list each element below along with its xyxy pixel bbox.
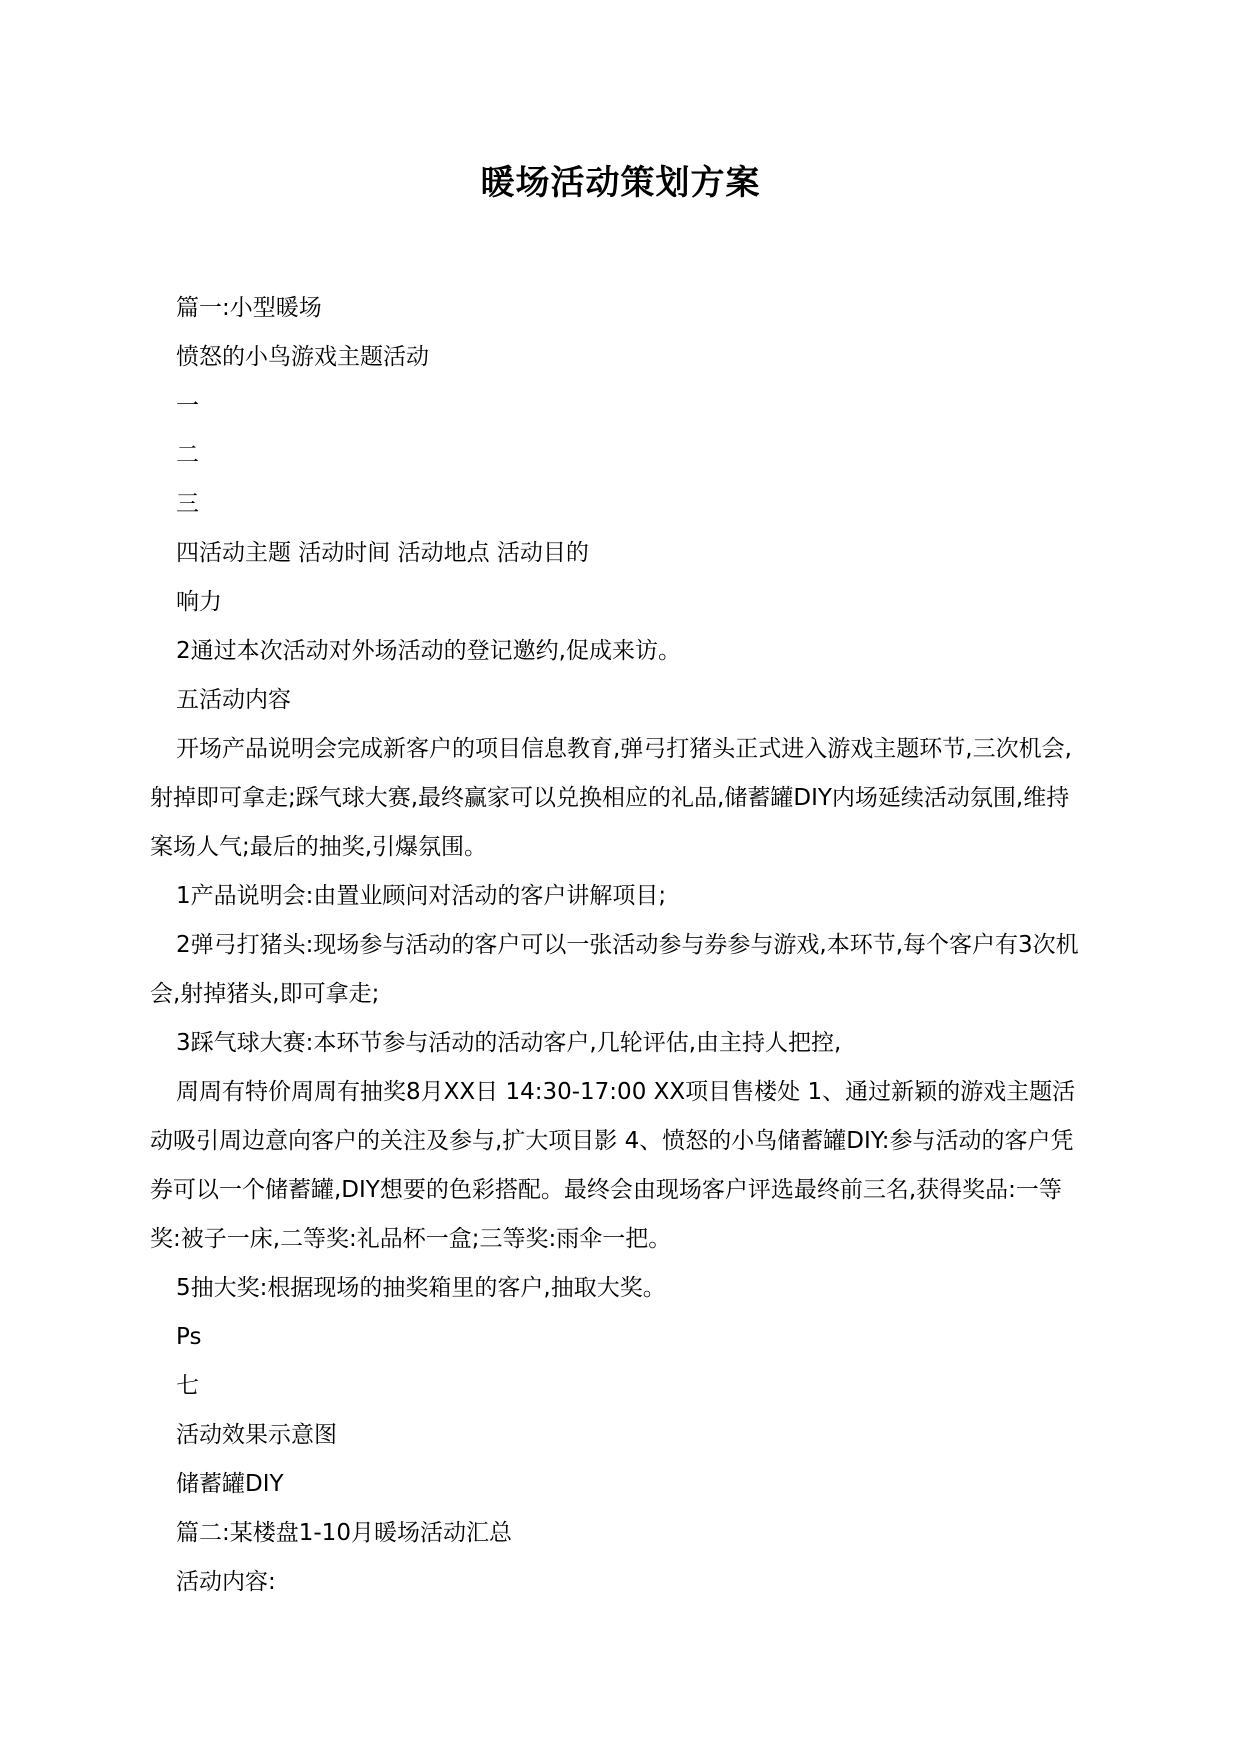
document-body <box>150 284 1090 1607</box>
section-five-heading: 五活动内容 <box>176 687 291 713</box>
paragraph-item-1: 1产品说明会:由置业顾问对活动的客户讲解项目; <box>176 883 667 909</box>
section-heading-part-two: 篇二:某楼盘1-10月暖场活动汇总 <box>176 1520 512 1546</box>
section-seven-marker: 七 <box>176 1373 199 1399</box>
section-marker-two: 二 <box>176 442 199 468</box>
activity-name: 愤怒的小鸟游戏主题活动 <box>176 344 429 370</box>
paragraph-item-2: 2弹弓打猪头:现场参与活动的客户可以一张活动参与券参与游戏,本环节,每个客户有3次机会,射掉猪头,即可拿走; <box>150 932 1079 1007</box>
paragraph-item-3: 3踩气球大赛:本环节参与活动的活动客户,几轮评估,由主持人把控, <box>176 1030 842 1056</box>
section-four-headings: 四活动主题 活动时间 活动地点 活动目的 <box>176 540 589 566</box>
paragraph-item-5: 5抽大奖:根据现场的抽奖箱里的客户,抽取大奖。 <box>176 1275 666 1301</box>
paragraph-item-4: 周周有特价周周有抽奖8月XX日 14:30-17:00 XX项目售楼处 1、通过新颖的游戏主题活动吸引周边意向客户的关注及参与,扩大项目影 4、愤怒的小鸟储蓄罐DIY:参与活动的客户凭券可以一个储蓄罐,DIY想要的色彩搭配。最终会由现场客户评选最终前三名,获得奖品:一等奖:被子一床,二等奖:礼品杯一盒;三等奖:雨伞一把。 <box>150 1079 1076 1252</box>
paragraph-activity-overview: 开场产品说明会完成新客户的项目信息教育,弹弓打猪头正式进入游戏主题环节,三次机会,射掉即可拿走;踩气球大赛,最终赢家可以兑换相应的礼品,储蓄罐DIY内场延续活动氛围,维持案场人气;最后的抽奖,引爆氛围。 <box>150 736 1072 860</box>
section-heading-part-one: 篇一:小型暖场 <box>176 295 322 321</box>
paragraph-influence: 响力 <box>176 589 222 615</box>
paragraph-activity-content: 活动内容: <box>176 1569 276 1595</box>
paragraph-effect-diagram: 活动效果示意图 <box>176 1422 337 1448</box>
paragraph-ps: Ps <box>176 1324 202 1350</box>
document-title: 暖场活动策划方案 <box>480 163 761 203</box>
paragraph-piggy-bank-diy: 储蓄罐DIY <box>176 1471 284 1497</box>
section-marker-one: 一 <box>176 393 199 419</box>
section-marker-three: 三 <box>176 491 199 517</box>
paragraph-goal-two: 2通过本次活动对外场活动的登记邀约,促成来访。 <box>176 638 681 664</box>
